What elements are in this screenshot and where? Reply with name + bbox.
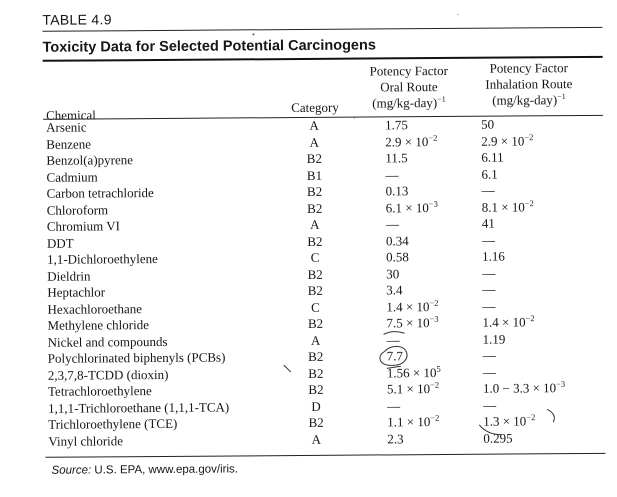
inhalation-potency-cell-value: 1.0 − 3.3 × 10 <box>482 380 557 396</box>
oral-potency-cell <box>386 200 440 217</box>
category-cell-value: A <box>309 134 319 150</box>
table-number: TABLE 4.9 <box>42 11 112 28</box>
category-cell <box>299 151 329 168</box>
chemical-cell-value: Benzene <box>46 135 92 152</box>
oral-potency-cell <box>387 332 441 349</box>
category-cell-value: B2 <box>306 150 322 166</box>
inhalation-potency-cell-value: 0.295 <box>483 430 513 446</box>
oral-potency-cell-value: 30 <box>386 265 400 281</box>
chemical-cell-value: Cadmium <box>46 168 98 185</box>
category-cell <box>300 266 330 283</box>
chemical-cell-value: Heptachlor <box>47 284 106 300</box>
category-cell-value: A <box>310 216 320 232</box>
inhalation-potency-cell <box>481 166 563 183</box>
oral-potency-cell <box>387 414 441 431</box>
category-cell-value: C <box>311 299 320 315</box>
chemical-cell <box>47 300 228 318</box>
inhalation-potency-cell-value: 50 <box>481 116 495 132</box>
category-cell <box>301 349 331 366</box>
oral-potency-cell-exponent: 5 <box>436 363 441 374</box>
oral-potency-cell-value: 1.75 <box>385 117 408 133</box>
category-cell <box>299 118 329 135</box>
category-cell <box>301 431 331 448</box>
chemical-cell-value: DDT <box>46 235 74 251</box>
category-cell <box>300 200 330 217</box>
category-cell <box>301 332 331 349</box>
column-chemical <box>46 119 229 450</box>
chemical-cell <box>48 366 229 384</box>
chemical-cell <box>47 284 228 302</box>
oral-potency-cell <box>385 150 439 167</box>
category-cell-value: C <box>310 249 320 265</box>
oral-potency-cell-value: — <box>385 166 399 182</box>
category-cell-value: B2 <box>306 183 323 199</box>
header-inhal-line2: Inhalation Route <box>485 76 573 92</box>
column-inhalation <box>481 116 566 447</box>
chemical-cell <box>48 382 229 400</box>
inhalation-potency-cell <box>482 248 564 265</box>
inhalation-potency-cell-value: — <box>483 397 497 413</box>
oral-potency-cell-value: 0.34 <box>385 232 409 248</box>
chemical-cell <box>46 119 227 137</box>
inhalation-potency-cell <box>482 314 564 331</box>
category-cell <box>300 299 330 316</box>
inhalation-potency-cell-value: — <box>481 182 495 198</box>
inhalation-potency-cell <box>482 215 564 232</box>
chemical-cell-value: Polychlorinated biphenyls (PCBs) <box>47 349 226 366</box>
oral-potency-cell-value: — <box>386 331 400 347</box>
category-cell <box>301 382 331 399</box>
oral-potency-cell <box>386 216 440 233</box>
chemical-cell-value: Tetrachloroethylene <box>47 383 152 399</box>
inhalation-potency-cell-value: 1.3 × 10 <box>483 413 527 429</box>
inhalation-potency-cell-value: 1.16 <box>481 248 505 264</box>
bottom-rule <box>45 453 605 458</box>
category-cell-value: B2 <box>307 200 323 216</box>
chemical-cell <box>48 333 229 351</box>
chemical-cell <box>46 152 227 170</box>
category-cell <box>300 233 330 250</box>
oral-potency-cell <box>386 315 440 332</box>
category-cell-value: B1 <box>306 167 323 183</box>
oral-potency-cell-exponent: −2 <box>429 297 439 308</box>
category-cell-value: B2 <box>307 282 323 298</box>
inhalation-potency-cell-exponent: −3 <box>556 378 566 389</box>
chemical-cell-value: Vinyl chloride <box>48 432 124 449</box>
column-oral <box>385 117 441 447</box>
oral-potency-cell-value: 7.7 <box>386 348 404 364</box>
category-cell <box>301 398 331 415</box>
inhalation-potency-cell-exponent: −2 <box>526 412 536 423</box>
inhalation-potency-cell-value: — <box>482 298 496 314</box>
oral-potency-cell-value: 0.13 <box>385 183 409 199</box>
header-oral-line3: (mg/kg-day) <box>372 95 438 111</box>
category-cell <box>301 365 331 382</box>
chemical-cell <box>48 399 229 417</box>
chemical-cell <box>47 234 228 252</box>
inhalation-potency-cell-value: — <box>482 347 496 363</box>
category-cell-value: D <box>311 398 321 414</box>
page-speck <box>354 118 355 119</box>
chemical-cell-value: Carbon tetrachloride <box>46 185 154 201</box>
inhalation-potency-cell-value: 1.4 × 10 <box>482 314 526 330</box>
header-oral <box>361 63 457 112</box>
oral-potency-cell-value: 5.1 × 10 <box>386 381 431 397</box>
inhalation-potency-cell <box>482 265 564 282</box>
category-cell <box>300 184 330 201</box>
oral-potency-cell-exponent: −2 <box>430 412 440 423</box>
chemical-cell-value: Methylene chloride <box>47 317 150 333</box>
inhalation-potency-cell <box>482 281 564 298</box>
category-cell <box>299 167 329 184</box>
pen-slash-mark <box>284 365 291 372</box>
chemical-cell <box>47 185 228 203</box>
chemical-cell <box>46 135 227 153</box>
category-cell-value: B2 <box>308 414 324 430</box>
chemical-cell-value: Hexachloroethane <box>47 300 143 317</box>
page-speck <box>457 14 458 15</box>
header-inhal-line1: Potency Factor <box>489 60 568 76</box>
inhalation-potency-cell-value: 6.1 <box>481 166 498 182</box>
source-note <box>51 463 238 476</box>
oral-potency-cell <box>386 249 440 266</box>
inhalation-potency-cell-value: 6.11 <box>481 149 504 165</box>
header-chemical: Chemical <box>46 107 96 123</box>
header-inhalation <box>471 60 587 109</box>
inhalation-potency-cell-value: 41 <box>481 215 495 231</box>
inhalation-potency-cell <box>483 397 565 414</box>
category-cell-value: B2 <box>308 365 324 381</box>
source-label: Source: <box>51 464 92 477</box>
category-cell <box>300 217 330 234</box>
inhalation-potency-cell <box>482 199 564 216</box>
inhalation-potency-cell <box>482 182 564 199</box>
category-cell-value: B2 <box>307 233 323 249</box>
category-cell-value: B2 <box>307 266 323 282</box>
oral-potency-cell <box>387 431 441 448</box>
chemical-cell <box>47 251 228 269</box>
inhalation-potency-cell <box>481 149 563 166</box>
inhalation-potency-cell <box>483 380 565 397</box>
inhalation-potency-cell-value: 1.19 <box>482 331 506 347</box>
oral-potency-cell-value: — <box>385 216 399 232</box>
top-rule <box>42 27 602 32</box>
oral-potency-cell-value: 6.1 × 10 <box>385 199 429 215</box>
chemical-cell-value: Arsenic <box>46 119 87 135</box>
oral-potency-cell-exponent: −3 <box>428 198 438 209</box>
chemical-cell-value: Benzol(a)pyrene <box>46 152 134 168</box>
oral-potency-cell <box>385 167 439 184</box>
chemical-cell <box>48 415 229 433</box>
category-cell-value: B2 <box>308 381 324 397</box>
inhalation-potency-cell-exponent: −2 <box>524 131 534 142</box>
inhalation-potency-cell <box>482 298 564 315</box>
header-category: Category <box>291 99 339 116</box>
oral-potency-cell-value: 3.4 <box>386 282 403 298</box>
chemical-cell <box>48 432 229 450</box>
inhalation-potency-cell-exponent: −2 <box>524 197 534 208</box>
chemical-cell <box>47 218 228 236</box>
oral-potency-cell <box>386 233 440 250</box>
header-oral-exponent: −1 <box>437 94 446 104</box>
chemical-cell <box>47 201 228 219</box>
category-cell-value: A <box>309 117 319 133</box>
inhalation-potency-cell <box>482 232 564 249</box>
chemical-cell-value: Trichloroethylene (TCE) <box>48 415 178 432</box>
chemical-cell <box>47 267 228 285</box>
header-oral-line1: Potency Factor <box>369 62 448 79</box>
category-cell <box>300 283 330 300</box>
oral-potency-cell-exponent: −2 <box>430 379 440 390</box>
header-inhal-line3: (mg/kg-day) <box>492 92 558 108</box>
chemical-cell <box>46 168 227 186</box>
oral-potency-cell-value: 7.5 × 10 <box>386 315 430 331</box>
oral-potency-cell-value: 11.5 <box>385 150 408 166</box>
chemical-cell-value: Nickel and compounds <box>47 333 168 350</box>
inhalation-potency-cell <box>483 430 565 447</box>
inhalation-potency-cell-value: 2.9 × 10 <box>481 132 525 149</box>
oral-potency-cell-value: 1.4 × 10 <box>386 298 430 314</box>
inhalation-potency-cell <box>483 413 565 430</box>
oral-potency-cell-value: 0.58 <box>385 249 409 265</box>
chemical-cell-value: 2,3,7,8-TCDD (dioxin) <box>47 366 169 383</box>
oral-potency-cell <box>387 381 441 398</box>
chemical-cell-value: 1,1,1-Trichloroethane (1,1,1-TCA) <box>48 398 230 416</box>
inhalation-potency-cell <box>481 133 563 150</box>
inhalation-potency-cell <box>481 116 563 133</box>
inhalation-potency-cell-value: — <box>482 364 496 380</box>
oral-potency-cell-value: 2.3 <box>387 430 404 446</box>
page-speck <box>252 33 254 35</box>
inhalation-potency-cell-value: — <box>481 232 495 248</box>
chemical-cell-value: 1,1-Dichloroethylene <box>47 250 158 267</box>
category-cell-value: B2 <box>308 348 324 364</box>
inhalation-potency-cell <box>483 331 565 348</box>
oral-potency-cell-exponent: −3 <box>429 313 439 324</box>
chemical-cell-value: Chromium VI <box>46 218 120 234</box>
chemical-cell <box>47 317 228 335</box>
chemical-cell-value: Chloroform <box>46 201 109 218</box>
category-cell-value: A <box>311 431 322 447</box>
oral-potency-cell <box>385 134 439 151</box>
oral-potency-cell <box>386 266 440 283</box>
oral-potency-cell-value: 1.56 × 10 <box>386 364 437 380</box>
category-cell <box>299 134 329 151</box>
column-category <box>299 118 331 448</box>
header-oral-line2: Oral Route <box>380 79 438 95</box>
category-cell-value: A <box>310 332 321 348</box>
inhalation-potency-cell-value: — <box>482 265 496 281</box>
oral-potency-cell-value: 1.1 × 10 <box>387 414 431 430</box>
source-text: U.S. EPA, www.epa.gov/iris. <box>94 463 239 477</box>
category-cell <box>300 316 330 333</box>
oral-potency-cell <box>387 348 441 365</box>
oral-potency-cell-value: — <box>387 397 401 413</box>
header-inhal-exponent: −1 <box>557 91 566 101</box>
chemical-cell <box>48 349 229 367</box>
inhalation-potency-cell <box>483 347 565 364</box>
inhalation-potency-cell <box>483 364 565 381</box>
inhalation-potency-cell-exponent: −2 <box>525 313 535 324</box>
category-cell-value: B2 <box>307 315 324 331</box>
inhalation-potency-cell-value: — <box>482 281 496 297</box>
category-cell <box>301 415 331 432</box>
inhalation-potency-cell-value: 8.1 × 10 <box>481 198 525 215</box>
category-cell <box>300 250 330 267</box>
chemical-cell-value: Dieldrin <box>47 267 91 284</box>
oral-potency-cell-exponent: −2 <box>428 132 438 143</box>
table-title: Toxicity Data for Selected Potential Carcinogens <box>42 37 376 56</box>
oral-potency-cell-value: 2.9 × 10 <box>385 133 429 149</box>
